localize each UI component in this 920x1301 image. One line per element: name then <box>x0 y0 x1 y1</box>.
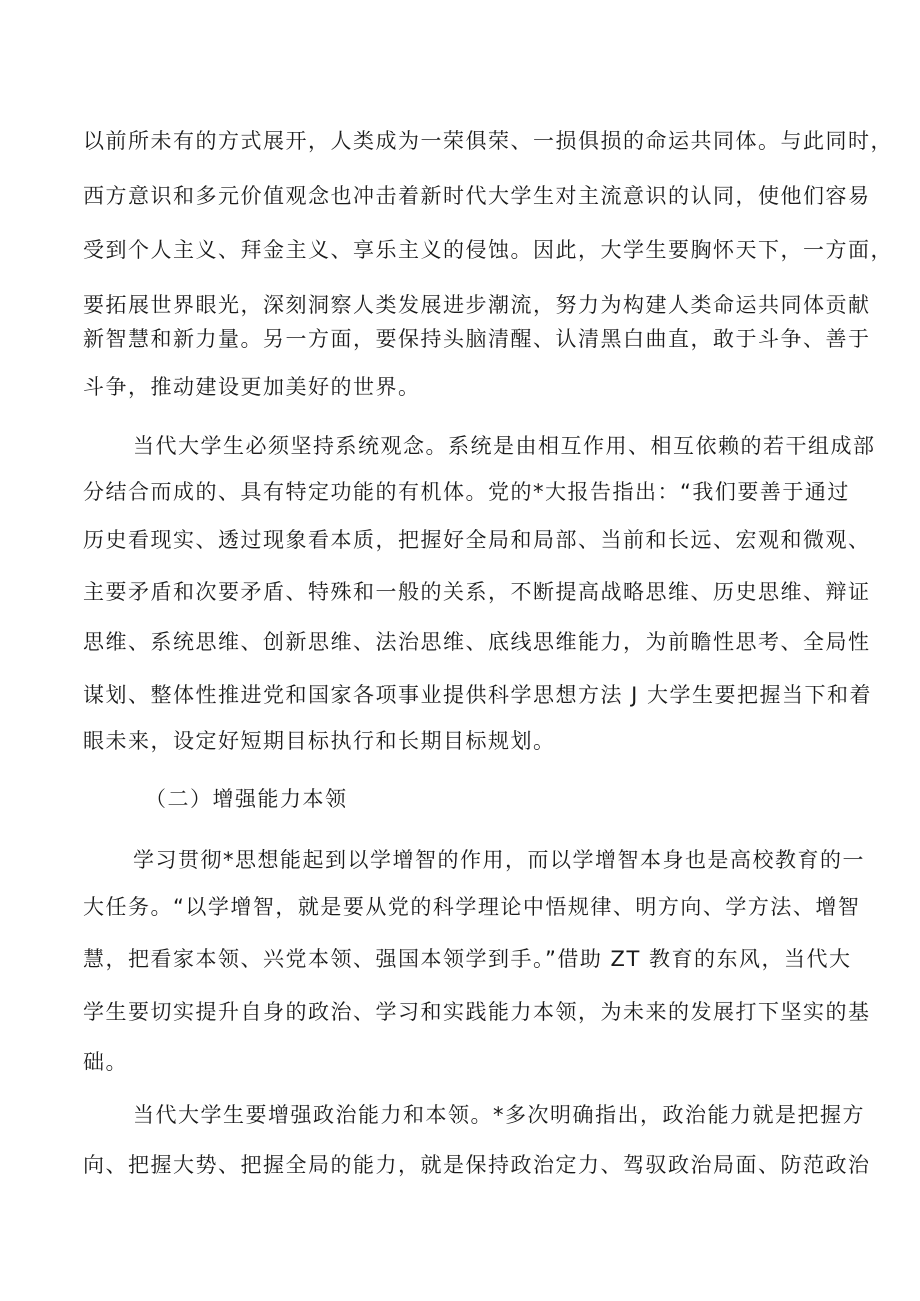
paragraph-line: 向、把握大势、把握全局的能力，就是保持政治定力、驾驭政治局面、防范政治 <box>83 1153 871 1177</box>
paragraph-line: 要拓展世界眼光，深刻洞察人类发展进步潮流，努力为构建人类命运共同体贡献 <box>83 293 871 317</box>
paragraph-line: 眼未来，设定好短期目标执行和长期目标规划。 <box>83 729 556 753</box>
paragraph-line: 历史看现实、透过现象看本质，把握好全局和局部、当前和长远、宏观和微观、 <box>83 528 871 552</box>
paragraph-line: 受到个人主义、拜金主义、享乐主义的侵蚀。因此，大学生要胸怀天下，一方面， <box>83 238 893 262</box>
paragraph-line: 分结合而成的、具有特定功能的有机体。党的*大报告指出：“我们要善于通过 <box>83 480 850 504</box>
paragraph-line: 础。 <box>83 1050 128 1074</box>
paragraph-first-line: 学习贯彻*思想能起到以学增智的作用，而以学增智本身也是高校教育的一 <box>133 848 865 872</box>
paragraph-line: 谋划、整体性推进党和国家各项事业提供科学思想方法 J 大学生要把握当下和着 <box>83 683 873 707</box>
paragraph-line: 思维、系统思维、创新思维、法治思维、底线思维能力，为前瞻性思考、全局性 <box>83 630 871 654</box>
paragraph-line: 慧，把看家本领、兴党本领、强国本领学到手。”借助 ZT 教育的东风，当代大 <box>83 947 852 971</box>
paragraph-line: 学生要切实提升自身的政治、学习和实践能力本领，为未来的发展打下坚实的基 <box>83 1000 871 1024</box>
paragraph-line: 以前所未有的方式展开，人类成为一荣俱荣、一损俱损的命运共同体。与此同时， <box>83 129 893 153</box>
paragraph-line: 主要矛盾和次要矛盾、特殊和一般的关系，不断提高战略思维、历史思维、辩证 <box>83 580 871 604</box>
paragraph-line: 新智慧和新力量。另一方面，要保持头脑清醒、认清黑白曲直，敢于斗争、善于 <box>83 327 871 351</box>
section-heading: （二）增强能力本领 <box>145 787 348 811</box>
paragraph-line: 西方意识和多元价值观念也冲击着新时代大学生对主流意识的认同，使他们容易 <box>83 184 871 208</box>
paragraph-line: 斗争，推动建设更加美好的世界。 <box>83 375 421 399</box>
paragraph-line: 大任务。“以学增智，就是要从党的科学理论中悟规律、明方向、学方法、增智 <box>83 895 861 919</box>
paragraph-first-line: 当代大学生要增强政治能力和本领。*多次明确指出，政治能力就是把握方 <box>133 1103 865 1127</box>
paragraph-first-line: 当代大学生必须坚持系统观念。系统是由相互作用、相互依赖的若干组成部 <box>133 434 876 458</box>
